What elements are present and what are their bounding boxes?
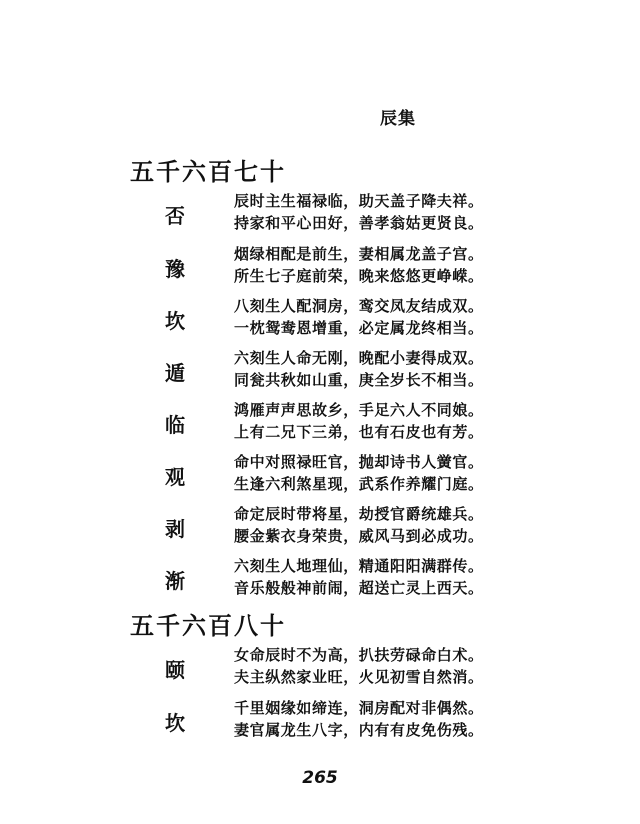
verse-line-2: 一枕鸳鸯恩增重，必定属龙终相当。 (234, 319, 484, 337)
verse-line-1: 命定辰时带将星，劫授官爵统雄兵。 (234, 505, 484, 523)
entry (0, 555, 640, 607)
hexagram-name: 颐 (165, 658, 185, 682)
entry (0, 243, 640, 295)
verse-line-1: 烟绿相配是前生，妻相属龙盖子宫。 (234, 245, 484, 263)
verse-line-2: 同瓮共秋如山重，庚全岁长不相当。 (234, 371, 484, 389)
hexagram-name: 豫 (165, 257, 185, 281)
hexagram-name: 坎 (165, 711, 185, 735)
verse-line-2: 所生七子庭前荣，晚来悠悠更峥嵘。 (234, 267, 484, 285)
verse-line-1: 千里姻缘如缔连，洞房配对非偶然。 (234, 699, 484, 717)
verse-line-2: 上有二兄下三弟，也有石皮也有芳。 (234, 423, 484, 441)
entry (0, 399, 640, 451)
verse-line-2: 妻官属龙生八字，内有有皮免伤残。 (234, 721, 484, 739)
running-head: 辰集 (380, 109, 416, 129)
verse-line-1: 辰时主生福禄临，助天盖子降夫祥。 (234, 192, 484, 210)
entry (0, 697, 640, 749)
verse-line-1: 鸿雁声声思故乡，手足六人不同娘。 (234, 401, 484, 419)
page-number: 265 (302, 768, 338, 788)
hexagram-name: 遁 (165, 361, 185, 385)
section-title: 五千六百八十 (130, 611, 286, 640)
verse-line-1: 女命辰时不为高，扒扶劳碌命白术。 (234, 646, 484, 664)
verse-line-1: 六刻生人地理仙，精通阳阳满群传。 (234, 557, 484, 575)
entry (0, 295, 640, 347)
section-title: 五千六百七十 (130, 157, 286, 186)
verse-line-2: 腰金紫衣身荣贵，威风马到必成功。 (234, 527, 484, 545)
hexagram-name: 剥 (165, 517, 185, 541)
hexagram-name: 否 (165, 204, 185, 228)
entry (0, 503, 640, 555)
verse-line-2: 持家和平心田好，善孝翁姑更贤良。 (234, 214, 484, 232)
entry (0, 451, 640, 503)
hexagram-name: 渐 (165, 569, 185, 593)
entry (0, 644, 640, 696)
verse-line-1: 命中对照禄旺官，抛却诗书人黉官。 (234, 453, 484, 471)
verse-line-2: 生逢六利煞星现，武系作养耀门庭。 (234, 475, 484, 493)
entry (0, 190, 640, 242)
verse-line-1: 六刻生人命无刚，晚配小妻得成双。 (234, 349, 484, 367)
hexagram-name: 观 (165, 465, 185, 489)
hexagram-name: 临 (165, 413, 185, 437)
entry (0, 347, 640, 399)
verse-line-2: 夫主纵然家业旺，火见初雪自然消。 (234, 668, 484, 686)
verse-line-2: 音乐般般神前闹，超送亡灵上西天。 (234, 579, 484, 597)
hexagram-name: 坎 (165, 309, 185, 333)
verse-line-1: 八刻生人配洞房，鸾交凤友结成双。 (234, 297, 484, 315)
